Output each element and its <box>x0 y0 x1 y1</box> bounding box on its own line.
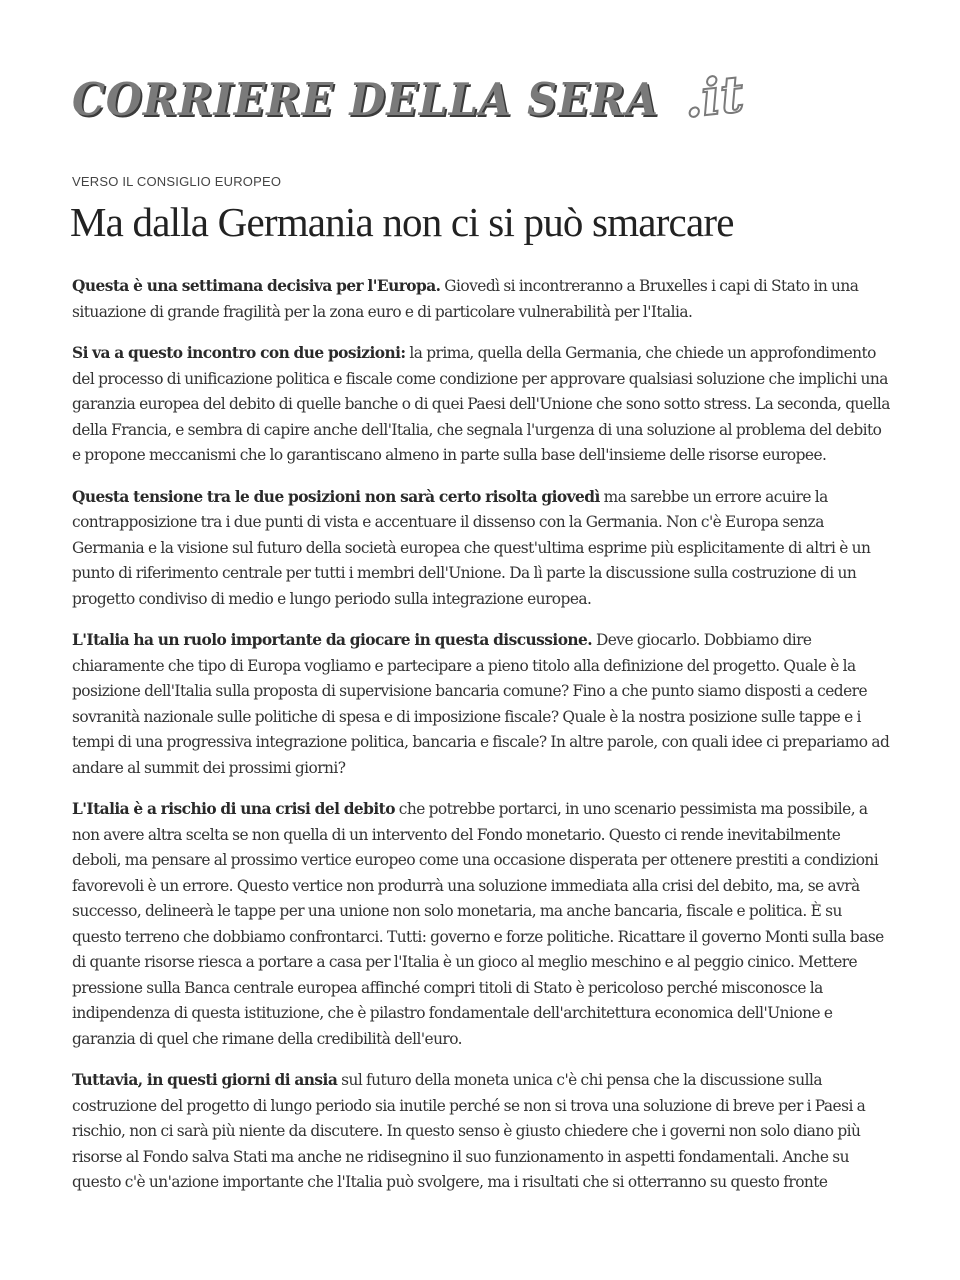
article-body <box>72 274 892 1212</box>
article-paragraph <box>72 628 892 781</box>
paragraph-lead: Si va a questo incontro con due posizioni: <box>72 344 406 362</box>
article-kicker: VERSO IL CONSIGLIO EUROPEO <box>72 174 282 189</box>
paragraph-text: la prima, quella della Germania, che chiede un approfondimento del processo di unificazione politica e fiscale come condizione per approvare qualsiasi soluzione che implichi una garanzia europea del debito di quelle banche o di quei Paesi dell'Unione che sono sotto stress. La seconda, quella della Francia, e sembra di capire anche dell'Italia, che segnala l'urgenza di una soluzione al problema del debito e propone meccanismi che lo garantiscano almeno in parte sulla base dell'insieme delle risorse europee. <box>72 344 890 464</box>
paragraph-lead: Questa tensione tra le due posizioni non sarà certo risolta giovedì <box>72 487 600 506</box>
paragraph-lead: L'Italia è a rischio di una crisi del debito <box>72 800 395 818</box>
masthead-suffix: .it <box>680 64 747 129</box>
paragraph-lead: Questa è una settimana decisiva per l'Europa. <box>72 277 441 295</box>
masthead-name: CORRIERE DELLA SERA <box>72 73 659 126</box>
article-paragraph <box>72 797 892 1052</box>
paragraph-text: Giovedì si incontreranno a Bruxelles i capi di Stato in una situazione di grande fragilità per la zona euro e di particolare vulnerabilità per l'Italia. <box>72 277 859 321</box>
paragraph-text: ma sarebbe un errore acuire la contrapposizione tra i due punti di vista e accentuare il dissenso con la Germania. Non c'è Europa senza Germania e la visione sul futuro della società europea che quest'ultima esprime più esplicitamente di altri è un punto di riferimento centrale per tutti i membri dell'Unione. Da lì parte la discussione sulla costruzione di un progetto condiviso di medio e lungo periodo sulla integrazione europea. <box>72 487 871 608</box>
article-headline: Ma dalla Germania non ci si può smarcare <box>70 199 734 245</box>
paragraph-text: che potrebbe portarci, in uno scenario pessimista ma possibile, a non avere altra scelta se non quella di un intervento del Fondo monetario. Questo ci rende inevitabilmente deboli, ma pensare al prossimo vertice europeo come una occasione disperata per ottenere prestiti a condizioni favorevoli è un errore. Questo vertice non produrrà una soluzione immediata alla crisi del debito, ma, se avrà successo, delineerà le tappe per una unione non solo monetaria, ma anche bancaria, fiscale e politica. È su questo terreno che dobbiamo confrontarci. Tutti: governo e forze politiche. Ricattare il governo Monti sulla base di quante risorse riesca a portare a casa per l'Italia è un gioco al meglio meschino e al peggio cinico. Mettere pressione sulla Banca centrale europea affinché compri titoli di Stato è pericoloso perché misconosce la indipendenza di questa istituzione, che è pilastro fondamentale dell'architettura economica dell'Unione e garanzia di quel che rimane della credibilità dell'euro. <box>72 800 884 1048</box>
masthead-logo[interactable] <box>72 52 747 129</box>
paragraph-lead: Tuttavia, in questi giorni di ansia <box>72 1071 338 1089</box>
paragraph-text: sul futuro della moneta unica c'è chi pensa che la discussione sulla costruzione del progetto di lungo periodo sia inutile perché se non si trova una soluzione di breve per i Paesi a rischio, non ci sarà più niente da discutere. In questo senso è giusto chiedere che i governi non solo diano più risorse al Fondo salva Stati ma anche ne ridisegnino il suo funzionamento in aspetti fondamentali. Anche su questo c'è un'azione importante che l'Italia può svolgere, ma i risultati che si otterranno su questo fronte <box>72 1071 866 1191</box>
article-paragraph <box>72 341 892 469</box>
article-paragraph <box>72 274 892 325</box>
article-paragraph <box>72 485 892 613</box>
article-paragraph <box>72 1068 892 1196</box>
paragraph-text: Deve giocarlo. Dobbiamo dire chiaramente che tipo di Europa vogliamo e partecipare a pieno titolo alla definizione del progetto. Quale è la posizione dell'Italia sulla proposta di supervisione bancaria comune? Fino a che punto siamo disposti a cedere sovranità nazionale sulle politiche di spesa e di imposizione fiscale? Quale è la nostra posizione sulle tappe e i tempi di una progressiva integrazione politica, bancaria e fiscale? In altre parole, con quali idee ci prepariamo ad andare al summit dei prossimi giorni? <box>72 631 890 777</box>
paragraph-lead: L'Italia ha un ruolo importante da giocare in questa discussione. <box>72 631 593 649</box>
